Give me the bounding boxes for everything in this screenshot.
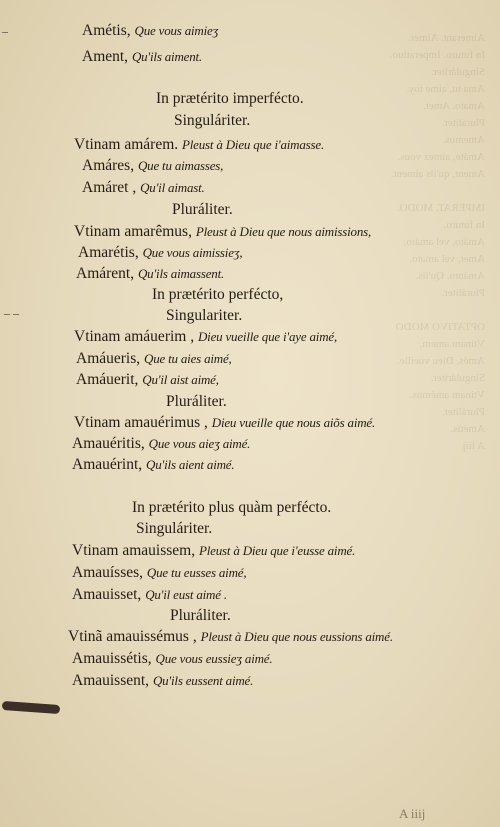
signature-mark: A iiij bbox=[399, 806, 426, 821]
latin-form: Vtinam amauissem, bbox=[72, 542, 196, 559]
section-heading bbox=[172, 201, 233, 219]
conjugation-line bbox=[82, 22, 218, 40]
conjugation-line bbox=[74, 223, 371, 241]
french-translation: Qu'ils eussent aimé. bbox=[152, 673, 254, 688]
french-translation: Pleust à Dieu que i'eusse aimé. bbox=[199, 543, 356, 558]
latin-form: Amauéritis, bbox=[72, 435, 145, 452]
conjugation-line bbox=[72, 564, 246, 582]
french-translation: Dieu vueille que nous aiõs aimé. bbox=[211, 415, 376, 430]
latin-form: Amauisset, bbox=[72, 586, 142, 603]
french-translation: Que vous eussieʒ aimé. bbox=[155, 651, 273, 666]
conjugation-line bbox=[74, 414, 375, 432]
conjugation-line bbox=[72, 672, 253, 690]
french-translation: Qu'ils aimassent. bbox=[137, 266, 225, 281]
french-translation: Que vous aimissieʒ, bbox=[142, 245, 243, 260]
conjugation-line bbox=[72, 650, 272, 668]
conjugation-line bbox=[76, 371, 219, 389]
latin-form: Amauissétis, bbox=[72, 650, 152, 667]
section-heading bbox=[132, 499, 331, 517]
latin-form: Pluráliter. bbox=[166, 393, 227, 410]
french-translation: Que tu aies aimé, bbox=[144, 351, 232, 366]
french-translation: Pleust à Dieu que nous aimissions, bbox=[195, 224, 372, 239]
section-heading bbox=[170, 607, 231, 625]
margin-mark: – bbox=[2, 24, 8, 38]
bleed-through-text: Aimerant. Aimer. In futuro. Imperatiuo. Singuláriter. Ama tu, aime toy. Amato. Amet. Pluráliter. Amemus. Amáte, aimez vous. Ament, qu'ils aiment. IMPERAT. MODO. In futuro. Amáto, vel amáto, Amet, vel amato. Amánto. Qu'ils. Pluráliter. OPTATIVO MODO Vtinam amem, Amés, Dieu vueille. Singuláriter. Vtinam amémus. Pluráliter. Amétis. A iiij bbox=[389, 32, 485, 452]
latin-form: Singuláriter. bbox=[174, 112, 251, 129]
latin-form: Vtinam amáuerim , bbox=[74, 328, 195, 345]
latin-form: In prætérito plus quàm perfécto. bbox=[132, 499, 332, 516]
conjugation-line bbox=[72, 435, 250, 453]
latin-form: Vtinam amárem. bbox=[74, 136, 179, 153]
conjugation-line bbox=[76, 265, 224, 283]
french-translation: Pleust à Dieu que nous eussions aimé. bbox=[200, 629, 393, 644]
latin-form: Amauérint, bbox=[72, 456, 143, 473]
conjugation-line bbox=[74, 328, 337, 346]
latin-form: Vtinã amauissémus , bbox=[68, 628, 197, 645]
conjugation-line bbox=[82, 48, 202, 66]
latin-form: Pluráliter. bbox=[172, 201, 233, 218]
section-heading bbox=[136, 520, 212, 538]
conjugation-line bbox=[72, 456, 234, 474]
french-translation: Qu'ils aient aimé. bbox=[146, 457, 235, 472]
section-heading bbox=[166, 393, 227, 411]
margin-mark: – – bbox=[4, 306, 19, 320]
latin-form: Amétis, bbox=[82, 22, 131, 39]
french-translation: Qu'ils aiment. bbox=[131, 49, 202, 64]
latin-form: Amauissent, bbox=[72, 672, 150, 689]
conjugation-line bbox=[72, 542, 355, 560]
latin-form: Amáuerit, bbox=[76, 371, 139, 388]
french-translation: Que tu eusses aimé, bbox=[146, 565, 247, 580]
latin-form: Pluráliter. bbox=[170, 607, 231, 624]
section-heading bbox=[156, 90, 304, 108]
french-translation: Qu'il aimast. bbox=[140, 180, 205, 195]
french-translation: Pleust à Dieu que i'aimasse. bbox=[182, 137, 324, 152]
section-heading bbox=[166, 307, 242, 325]
latin-form: Singulariter. bbox=[166, 307, 243, 324]
latin-form: Amáret , bbox=[82, 179, 137, 196]
latin-form: Ament, bbox=[82, 48, 129, 65]
latin-form: Vtinam amauérimus , bbox=[74, 414, 208, 431]
french-translation: Que vous aieʒ aimé. bbox=[148, 436, 251, 451]
latin-form: In prætérito imperfécto. bbox=[156, 90, 304, 107]
latin-form: Singuláriter. bbox=[136, 520, 213, 537]
french-translation: Que tu aimasses, bbox=[137, 158, 224, 173]
conjugation-line bbox=[82, 179, 205, 197]
latin-form: Amáueris, bbox=[76, 350, 141, 367]
french-translation: Qu'il aist aimé, bbox=[142, 372, 219, 387]
conjugation-line bbox=[78, 244, 242, 262]
conjugation-line bbox=[74, 136, 324, 154]
latin-form: Amárent, bbox=[76, 265, 135, 282]
latin-form: Amarétis, bbox=[78, 244, 139, 261]
section-heading bbox=[174, 112, 250, 130]
french-translation: Dieu vueille que i'aye aimé, bbox=[197, 329, 338, 344]
section-heading bbox=[152, 286, 283, 304]
conjugation-line bbox=[76, 350, 232, 368]
latin-form: Vtinam amarêmus, bbox=[74, 223, 192, 240]
conjugation-line bbox=[68, 628, 393, 646]
conjugation-line bbox=[72, 586, 227, 604]
latin-form: Amáres, bbox=[82, 157, 135, 174]
conjugation-line bbox=[82, 157, 223, 175]
latin-form: In prætérito perfécto, bbox=[152, 286, 284, 303]
french-translation: Que vous aimieʒ bbox=[134, 23, 219, 38]
french-translation: Qu'il eust aimé . bbox=[145, 587, 227, 602]
ink-smudge bbox=[2, 701, 60, 714]
latin-form: Amauísses, bbox=[72, 564, 144, 581]
